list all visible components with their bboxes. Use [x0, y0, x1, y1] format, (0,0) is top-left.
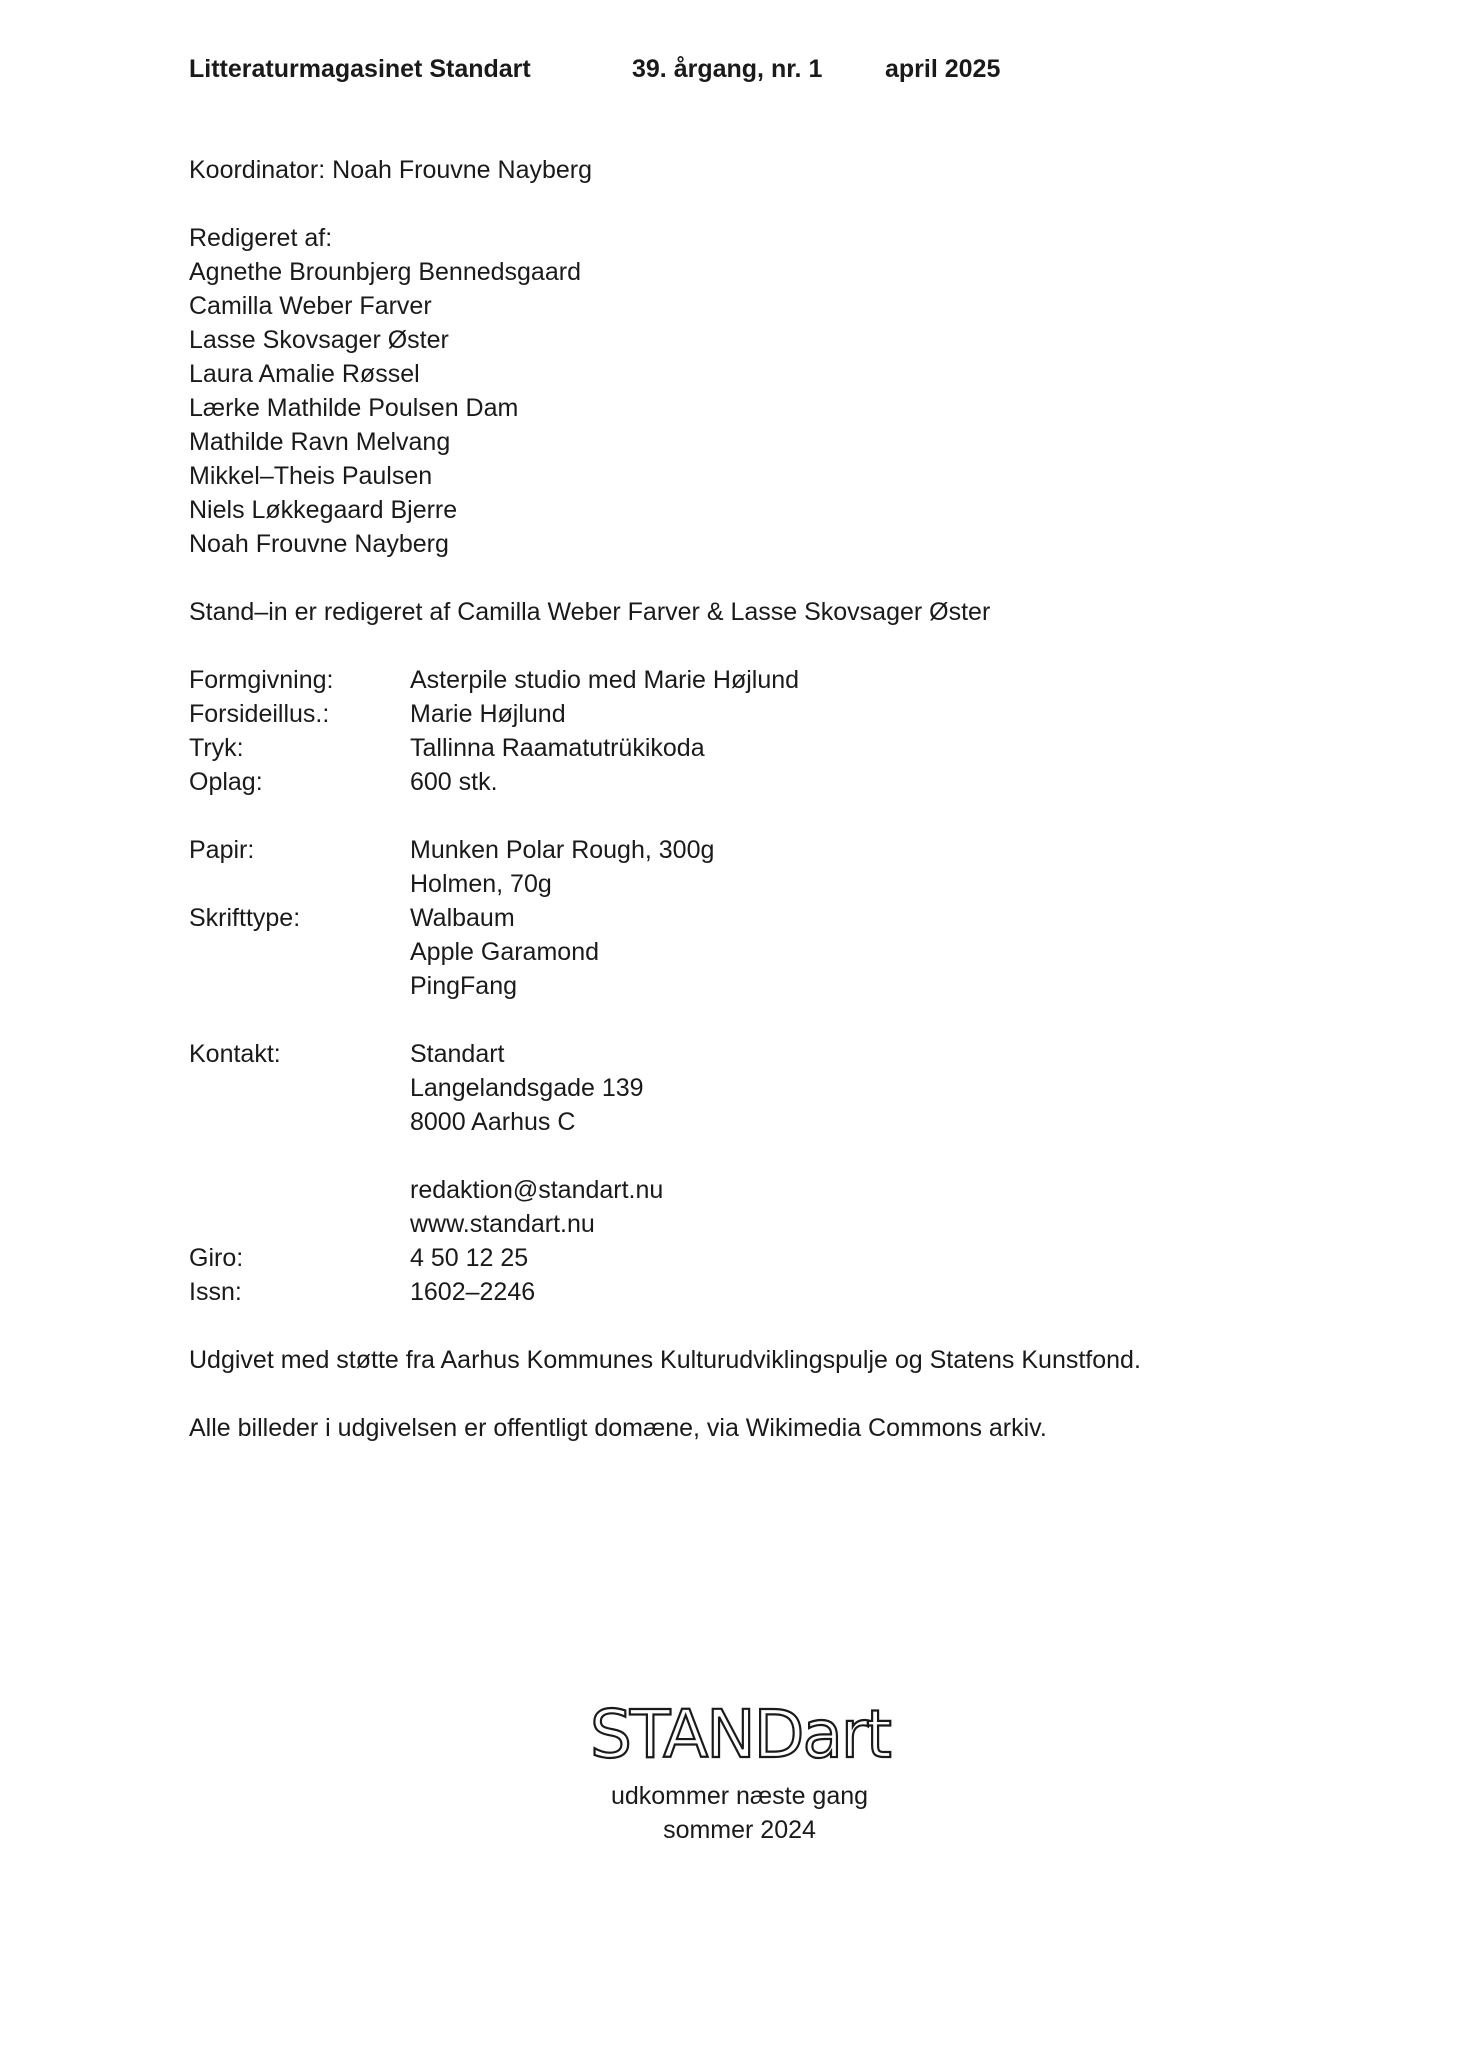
skrifttype-value: PingFang [410, 972, 518, 1000]
editors-block [189, 221, 1339, 561]
tryk-label: Tryk: [189, 734, 244, 762]
skrifttype-label: Skrifttype: [189, 904, 301, 932]
issue-number: 39. årgang, nr. 1 [632, 55, 823, 83]
next-issue-date: sommer 2024 [663, 1816, 816, 1844]
oplag-value: 600 stk. [410, 768, 498, 796]
issn-row [189, 1275, 1339, 1309]
kontakt-website: www.standart.nu [410, 1210, 595, 1238]
skrifttype-row [189, 901, 1339, 1003]
editor-name: Niels Løkkegaard Bjerre [189, 496, 458, 524]
kontakt-address-line: Standart [410, 1040, 505, 1068]
papir-value: Holmen, 70g [410, 870, 552, 898]
standart-logo [580, 1695, 900, 1769]
oplag-row [189, 765, 1339, 799]
support-line: Udgivet med støtte fra Aarhus Kommunes Kulturudviklingspulje og Statens Kunstfond. [189, 1346, 1141, 1374]
skrifttype-value: Apple Garamond [410, 938, 600, 966]
issn-value: 1602–2246 [410, 1278, 536, 1306]
skrifttype-value: Walbaum [410, 904, 515, 932]
production-block [189, 663, 1339, 799]
page-footer [0, 1695, 1479, 1847]
editor-name: Agnethe Brounbjerg Bennedsgaard [189, 258, 581, 286]
editor-name: Mathilde Ravn Melvang [189, 428, 451, 456]
materials-block [189, 833, 1339, 1003]
standin-block [189, 595, 1339, 629]
editor-name: Lasse Skovsager Øster [189, 326, 449, 354]
images-note-line: Alle billeder i udgivelsen er offentligt domæne, via Wikimedia Commons arkiv. [189, 1414, 1047, 1442]
forside-label: Forsideillus.: [189, 700, 330, 728]
coordinator-line: Koordinator: Noah Frouvne Nayberg [189, 156, 593, 184]
papir-value: Munken Polar Rough, 300g [410, 836, 715, 864]
next-issue-line: udkommer næste gang [610, 1782, 869, 1810]
standart-logo-text: STANDart [589, 1696, 890, 1769]
forside-value: Marie Højlund [410, 700, 566, 728]
giro-row [189, 1241, 1339, 1275]
contact-block [189, 1037, 1339, 1309]
editor-name: Camilla Weber Farver [189, 292, 432, 320]
editor-name: Mikkel–Theis Paulsen [189, 462, 433, 490]
kontakt-email: redaktion@standart.nu [410, 1176, 664, 1204]
issue-date: april 2025 [885, 55, 1001, 83]
coordinator-block [189, 153, 1339, 187]
tryk-value: Tallinna Raamatutrükikoda [410, 734, 705, 762]
colophon-content [189, 153, 1339, 1479]
formgivning-value: Asterpile studio med Marie Højlund [410, 666, 800, 694]
support-block [189, 1343, 1339, 1377]
kontakt-spacer [410, 1139, 663, 1173]
kontakt-row [189, 1037, 1339, 1241]
editor-name: Noah Frouvne Nayberg [189, 530, 449, 558]
kontakt-address-line: 8000 Aarhus C [410, 1108, 576, 1136]
tryk-row [189, 731, 1339, 765]
editors-heading: Redigeret af: [189, 224, 333, 252]
standin-editors-line: Stand–in er redigeret af Camilla Weber Farver & Lasse Skovsager Øster [189, 598, 991, 626]
magazine-title: Litteraturmagasinet Standart [189, 55, 531, 83]
issn-label: Issn: [189, 1278, 242, 1306]
oplag-label: Oplag: [189, 768, 263, 796]
kontakt-label: Kontakt: [189, 1040, 281, 1068]
forside-row [189, 697, 1339, 731]
papir-label: Papir: [189, 836, 255, 864]
formgivning-label: Formgivning: [189, 666, 334, 694]
formgivning-row [189, 663, 1339, 697]
giro-label: Giro: [189, 1244, 244, 1272]
giro-value: 4 50 12 25 [410, 1244, 529, 1272]
images-note-block [189, 1411, 1339, 1445]
editor-name: Lærke Mathilde Poulsen Dam [189, 394, 519, 422]
papir-row [189, 833, 1339, 901]
kontakt-address-line: Langelandsgade 139 [410, 1074, 644, 1102]
editor-name: Laura Amalie Røssel [189, 360, 420, 388]
